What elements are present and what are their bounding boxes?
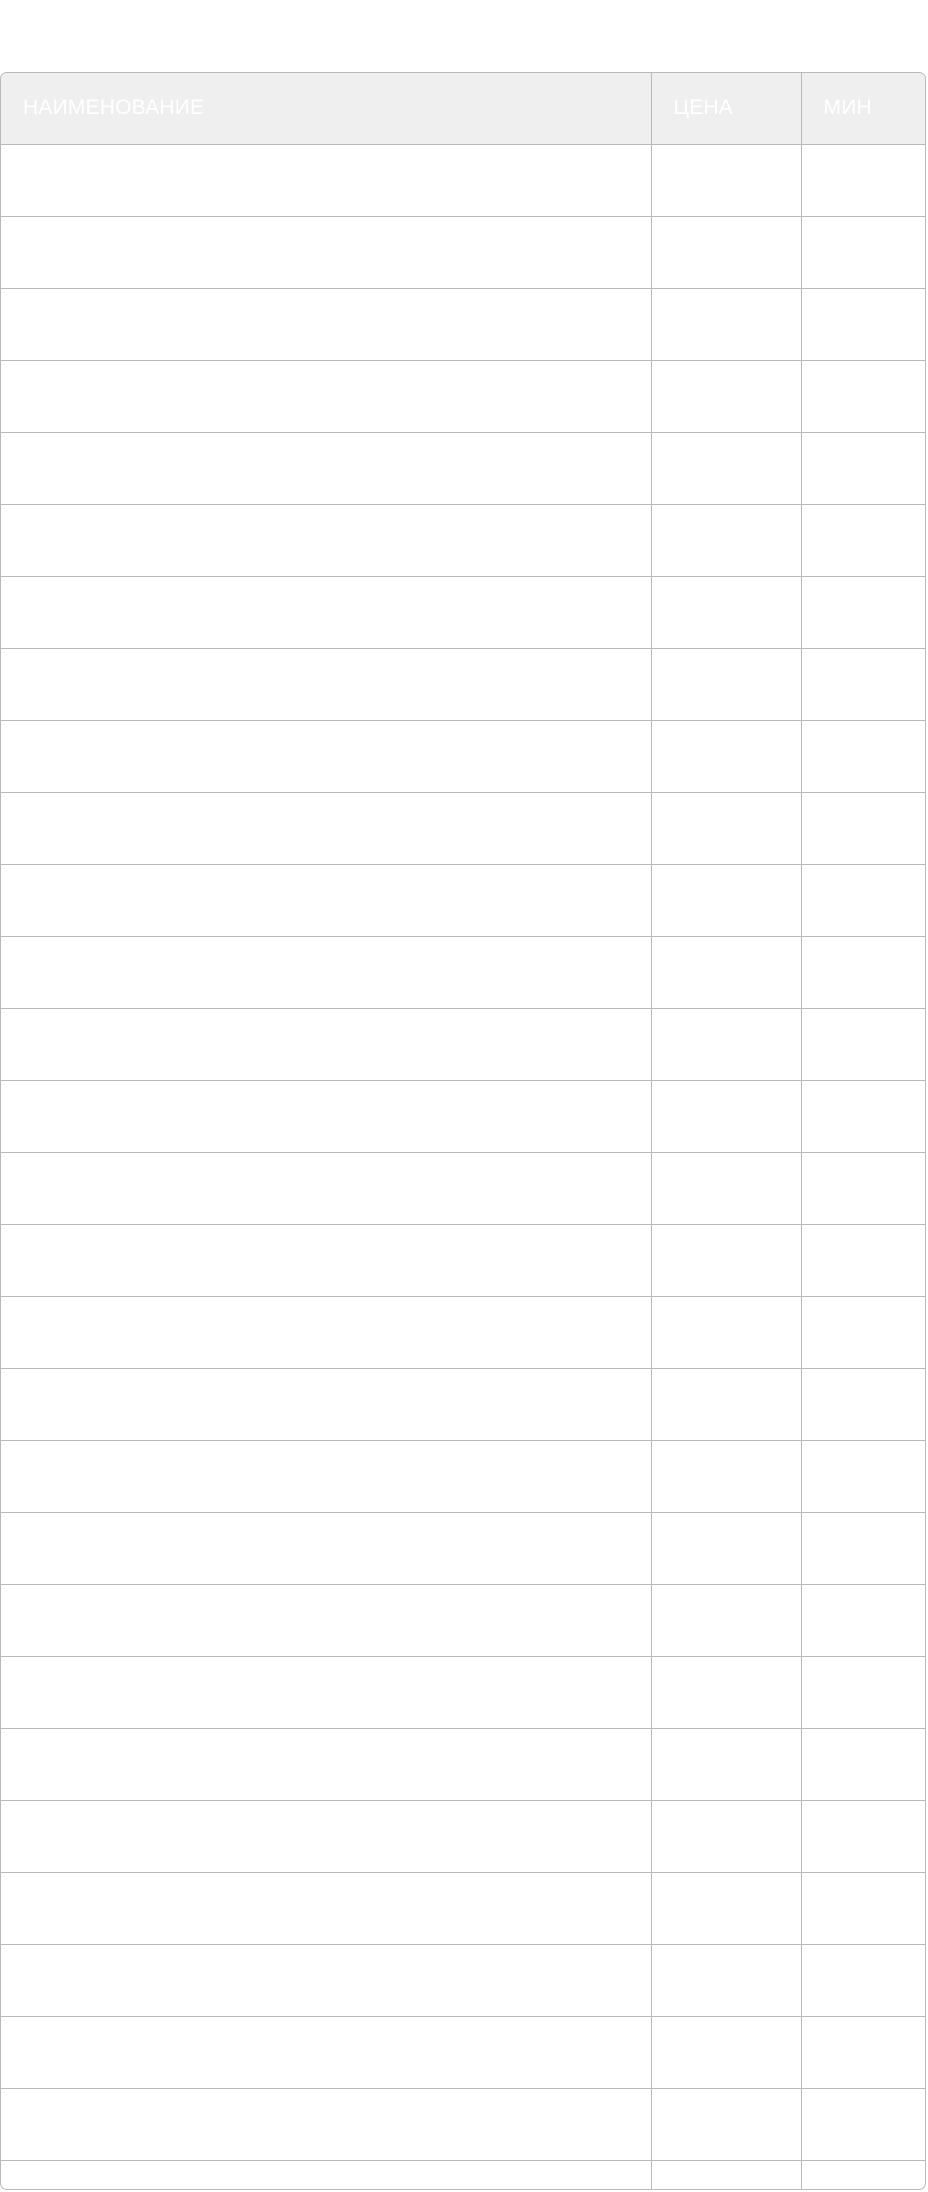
cell-min[interactable] [801,792,925,864]
cell-min[interactable] [801,1368,925,1440]
price-table-container [0,72,926,2190]
cell-name[interactable] [1,936,651,1008]
cell-name[interactable] [1,1224,651,1296]
cell-name[interactable] [1,360,651,432]
table-row [1,288,925,360]
column-header-min: МИН [801,73,925,144]
header-row [1,73,925,144]
cell-name[interactable] [1,2016,651,2088]
column-header-price: ЦЕНА [651,73,801,144]
cell-price[interactable] [651,1800,801,1872]
cell-name[interactable] [1,1656,651,1728]
cell-price[interactable] [651,2088,801,2160]
cell-price[interactable] [651,648,801,720]
cell-price[interactable] [651,504,801,576]
cell-name[interactable] [1,1440,651,1512]
cell-name[interactable] [1,1944,651,2016]
cell-min[interactable] [801,216,925,288]
table-row [1,144,925,216]
cell-name[interactable] [1,864,651,936]
table-row [1,576,925,648]
table-row [1,1224,925,1296]
cell-name[interactable] [1,1152,651,1224]
cell-min[interactable] [801,288,925,360]
table-header [1,73,925,144]
cell-min[interactable] [801,1296,925,1368]
table-row [1,1728,925,1800]
cell-name[interactable] [1,1800,651,1872]
cell-name[interactable] [1,792,651,864]
cell-min[interactable] [801,936,925,1008]
cell-name[interactable] [1,216,651,288]
cell-name[interactable] [1,576,651,648]
table-row [1,1008,925,1080]
cell-price[interactable] [651,1512,801,1584]
cell-price[interactable] [651,1440,801,1512]
cell-min[interactable] [801,1512,925,1584]
cell-min[interactable] [801,1944,925,2016]
column-header-name: НАИМЕНОВАНИЕ [1,73,651,144]
cell-min[interactable] [801,2016,925,2088]
table-row [1,1656,925,1728]
table-body [1,144,925,2190]
cell-price[interactable] [651,1080,801,1152]
cell-price[interactable] [651,2160,801,2190]
cell-price[interactable] [651,1008,801,1080]
table-row [1,1296,925,1368]
cell-min[interactable] [801,1080,925,1152]
cell-name[interactable] [1,1584,651,1656]
cell-price[interactable] [651,2016,801,2088]
cell-price[interactable] [651,576,801,648]
cell-price[interactable] [651,1872,801,1944]
table-row [1,936,925,1008]
table-row [1,1080,925,1152]
cell-price[interactable] [651,864,801,936]
table-row [1,216,925,288]
cell-price[interactable] [651,720,801,792]
price-table [1,73,925,2190]
cell-name[interactable] [1,144,651,216]
table-row [1,1512,925,1584]
cell-name[interactable] [1,2088,651,2160]
table-row [1,2160,925,2190]
cell-price[interactable] [651,1728,801,1800]
table-row [1,720,925,792]
cell-min[interactable] [801,576,925,648]
cell-price[interactable] [651,360,801,432]
table-row [1,2016,925,2088]
cell-min[interactable] [801,1152,925,1224]
cell-min[interactable] [801,360,925,432]
cell-name[interactable] [1,1872,651,1944]
table-row [1,648,925,720]
cell-min[interactable] [801,2088,925,2160]
cell-min[interactable] [801,1440,925,1512]
cell-name[interactable] [1,1728,651,1800]
cell-price[interactable] [651,432,801,504]
cell-name[interactable] [1,1296,651,1368]
table-row [1,792,925,864]
cell-min[interactable] [801,1800,925,1872]
cell-min[interactable] [801,144,925,216]
cell-min[interactable] [801,1728,925,1800]
cell-price[interactable] [651,936,801,1008]
cell-name[interactable] [1,720,651,792]
cell-price[interactable] [651,1584,801,1656]
cell-price[interactable] [651,1224,801,1296]
cell-min[interactable] [801,1872,925,1944]
cell-min[interactable] [801,864,925,936]
table-row [1,1800,925,1872]
cell-name[interactable] [1,1080,651,1152]
cell-min[interactable] [801,720,925,792]
cell-name[interactable] [1,2160,651,2190]
cell-name[interactable] [1,432,651,504]
cell-price[interactable] [651,1296,801,1368]
table-row [1,360,925,432]
cell-min[interactable] [801,432,925,504]
cell-name[interactable] [1,1008,651,1080]
table-row [1,2088,925,2160]
cell-name[interactable] [1,648,651,720]
table-row [1,504,925,576]
table-row [1,1368,925,1440]
table-row [1,864,925,936]
cell-name[interactable] [1,288,651,360]
cell-price[interactable] [651,1944,801,2016]
cell-min[interactable] [801,648,925,720]
cell-price[interactable] [651,1656,801,1728]
table-row [1,1872,925,1944]
cell-min[interactable] [801,1008,925,1080]
cell-price[interactable] [651,1368,801,1440]
cell-name[interactable] [1,1368,651,1440]
cell-price[interactable] [651,792,801,864]
table-row [1,1584,925,1656]
cell-min[interactable] [801,2160,925,2190]
table-row [1,1440,925,1512]
cell-price[interactable] [651,1152,801,1224]
cell-name[interactable] [1,1512,651,1584]
cell-min[interactable] [801,1224,925,1296]
cell-price[interactable] [651,288,801,360]
table-row [1,1152,925,1224]
cell-min[interactable] [801,1584,925,1656]
cell-name[interactable] [1,504,651,576]
table-row [1,1944,925,2016]
cell-price[interactable] [651,144,801,216]
cell-min[interactable] [801,1656,925,1728]
table-row [1,432,925,504]
cell-price[interactable] [651,216,801,288]
cell-min[interactable] [801,504,925,576]
